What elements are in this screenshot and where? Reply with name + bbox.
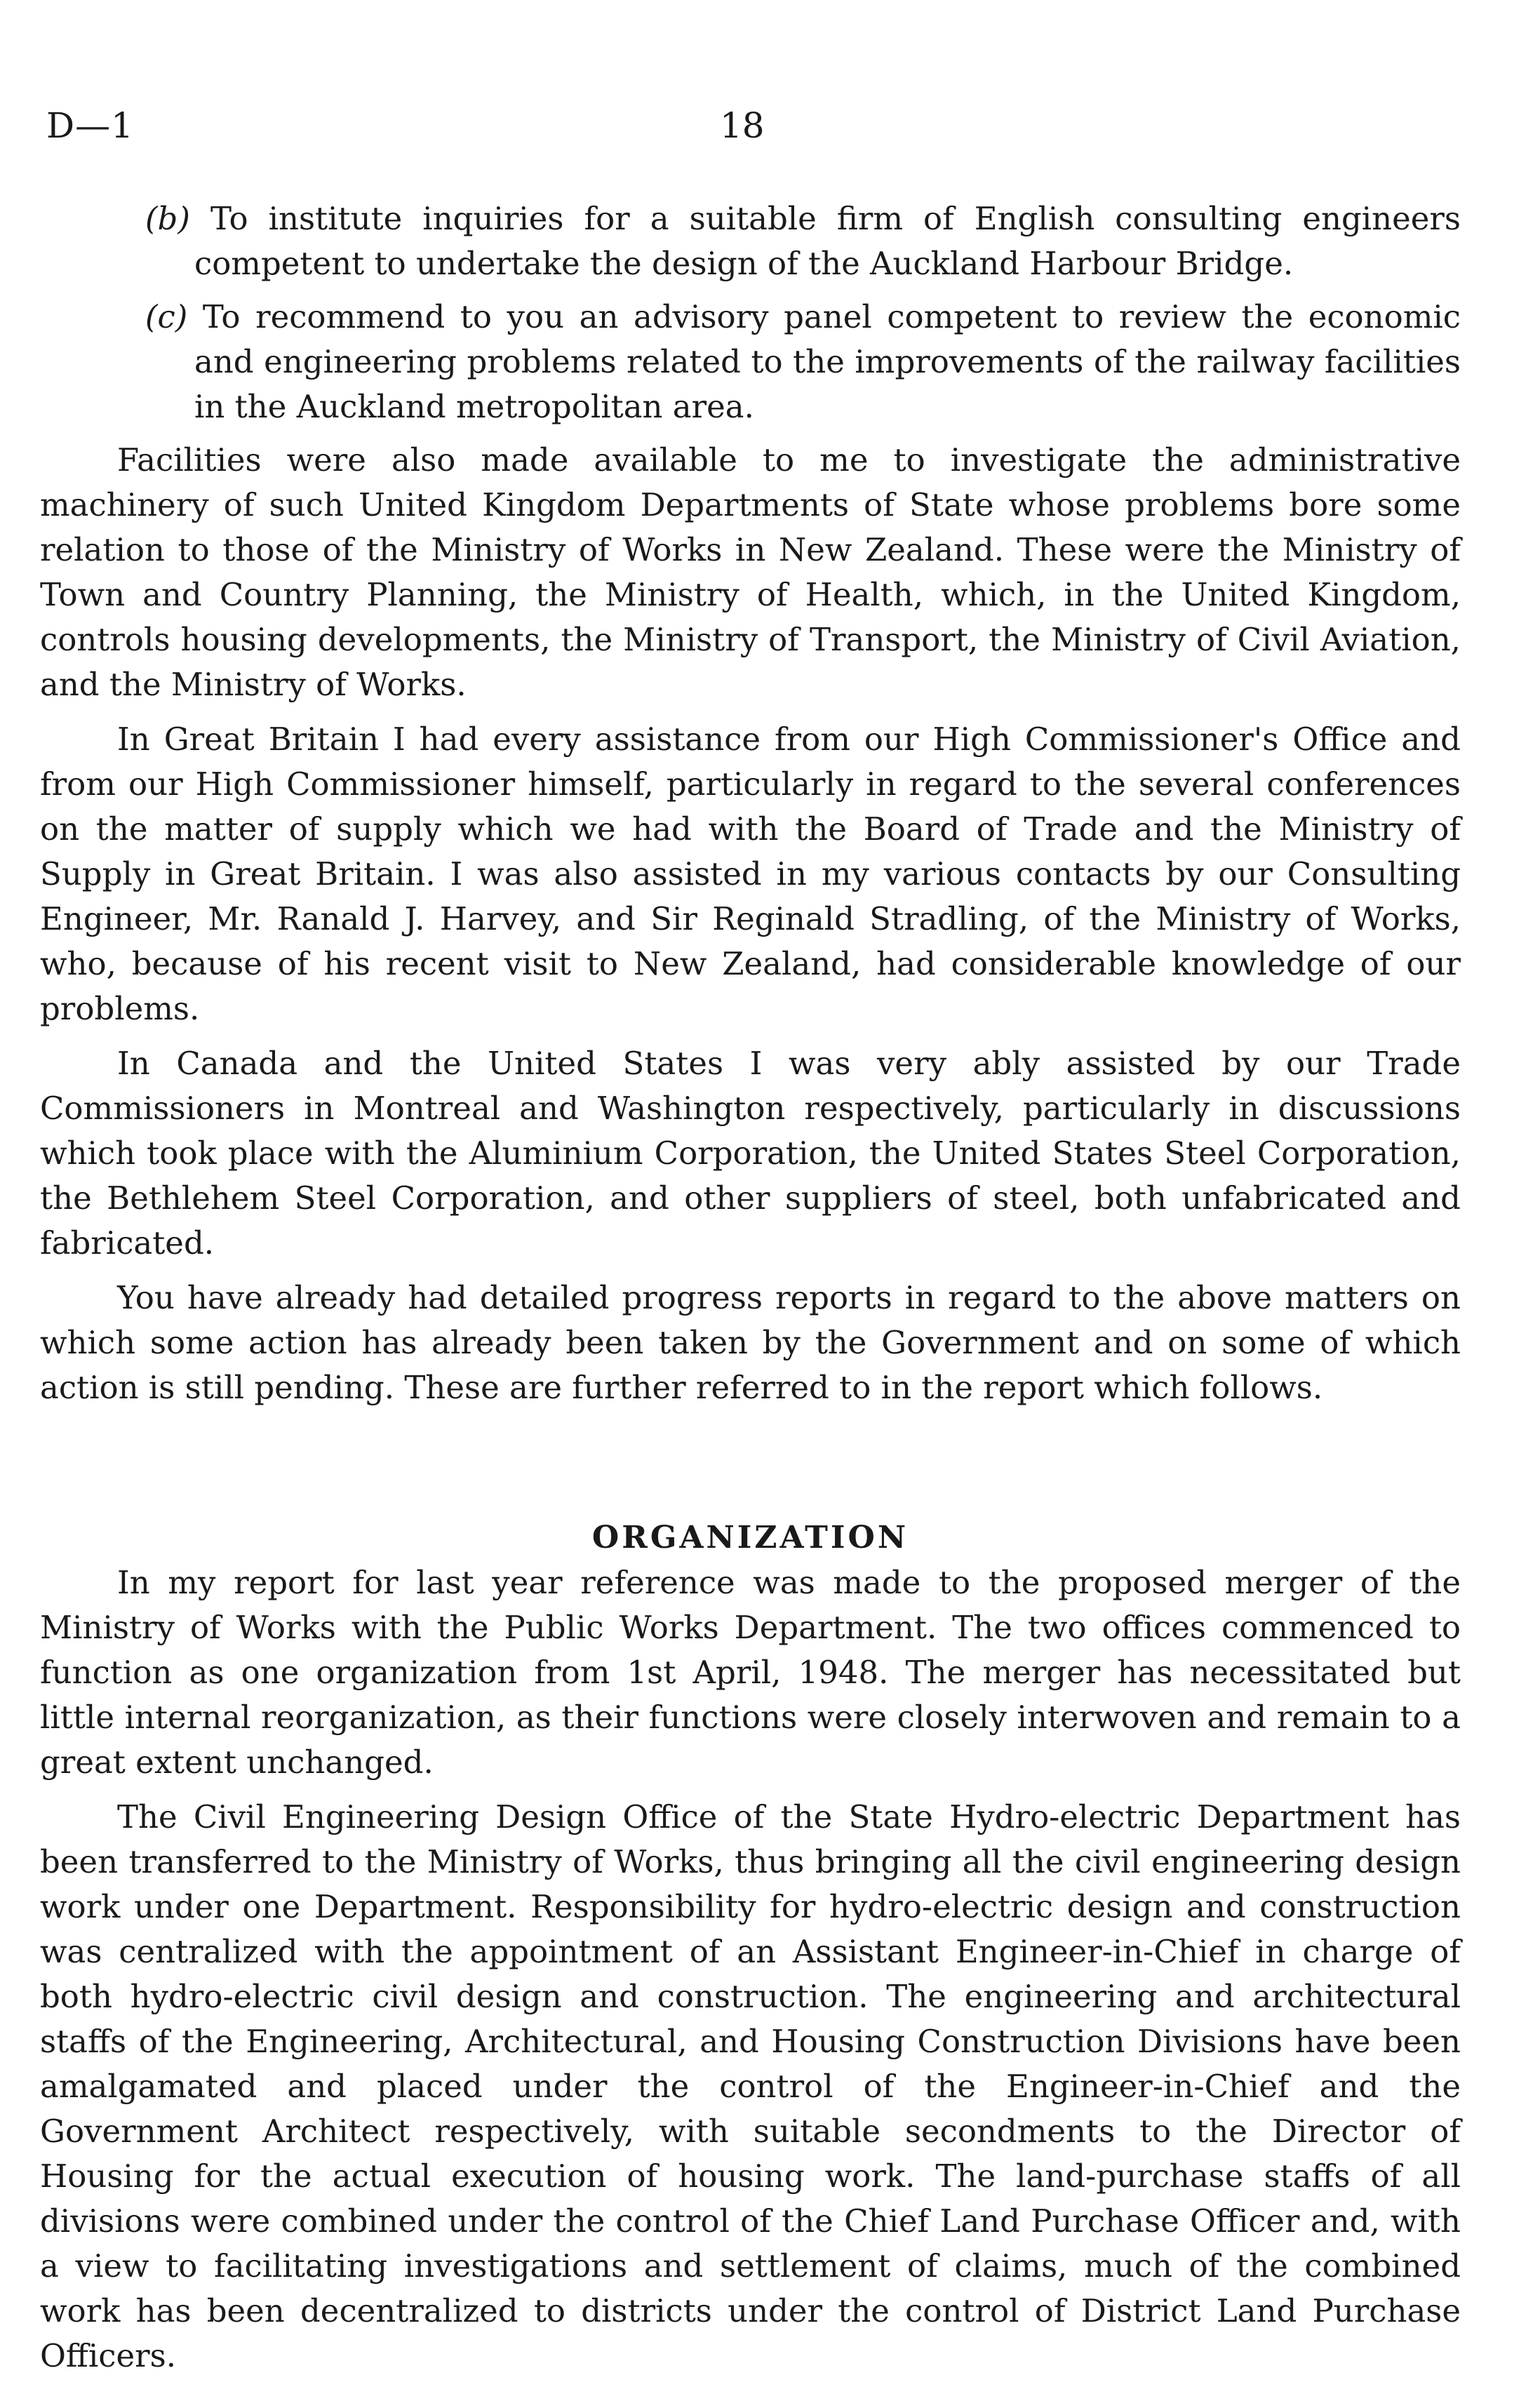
paragraph-civil-engineering: The Civil Engineering Design Office of the State Hydro-electric Department has been transferred to the Ministry of Works, thus bringing all the civil engineering design work under one Department. Responsibility for hydro-electric design and construction was centralized with the appointment of an Assistant Engineer-in-Chief in charge of both hydro-electric civil design and construction. The engineering and architectural staffs of the Engineering, Architectural, and Housing Construction Divisions have been amalgamated and placed under the control of the Engineer-in-Chief and the Government Architect respectively, with suitable secondments to the Director of Housing for the actual execution of housing work. The land-purchase staffs of all divisions were combined under the control of the Chief Land Purchase Officer and, with a view to facilitating investigations and settlement of claims, much of the combined work has been decentralized to districts under the control of District Land Purchase Officers. (40, 1798, 1461, 2374)
list-marker-c: (c) (145, 298, 188, 335)
list-marker-b: (b) (145, 200, 190, 237)
paragraph-facilities: Facilities were also made available to me to investigate the administrative machinery of such United Kingdom Departments of State whose problems bore some relation to those of the Ministry of Works in New Zealand. These were the Ministry of Town and Country Planning, the Ministry of Health, which, in the United Kingdom, controls housing developments, the Ministry of Transport, the Ministry of Civil Aviation, and the Ministry of Works. (40, 441, 1461, 703)
page-number: 18 (720, 105, 765, 146)
paragraph-progress-reports: You have already had detailed progress reports in regard to the above matters on which some action has already been taken by the Government and on some of which action is still pending. These are further referred to in the report which follows. (40, 1279, 1461, 1406)
page-header (46, 105, 1464, 154)
page-content (40, 196, 1461, 2388)
paragraph-merger: In my report for last year reference was made to the proposed merger of the Ministry of Works with the Public Works Department. The two offices commenced to function as one organization from 1st April, 1948. The merger has necessitated but little internal reorganization, as their functions were closely interwoven and remain to a great extent unchanged. (40, 1564, 1461, 1781)
paragraph-canada-us: In Canada and the United States I was very ably assisted by our Trade Commissioners in Montreal and Washington respectively, particularly in discussions which took place with the Aluminium Corporation, the United States Steel Corporation, the Bethlehem Steel Corporation, and other suppliers of steel, both unfabricated and fabricated. (40, 1045, 1461, 1262)
list-item-b-text: To institute inquiries for a suitable firm of English consulting engineers competent to undertake the design of the Auckland Harbour Bridge. (194, 200, 1461, 282)
list-item-c-text: To recommend to you an advisory panel competent to review the economic and engineering problems related to the improvements of the railway facilities in the Auckland metropolitan area. (194, 298, 1461, 425)
list-item-b (40, 196, 1461, 286)
document-reference: D—1 (46, 105, 134, 146)
section-heading-organization: ORGANIZATION (591, 1520, 909, 1556)
list-item-c (40, 295, 1461, 429)
paragraph-great-britain: In Great Britain I had every assistance from our High Commissioner's Office and from our High Commissioner himself, particularly in regard to the several conferences on the matter of supply which we had with the Board of Trade and the Ministry of Supply in Great Britain. I was also assisted in my various contacts by our Consulting Engineer, Mr. Ranald J. Harvey, and Sir Reginald Stradling, of the Ministry of Works, who, because of his recent visit to New Zealand, had considerable knowledge of our problems. (40, 721, 1461, 1027)
